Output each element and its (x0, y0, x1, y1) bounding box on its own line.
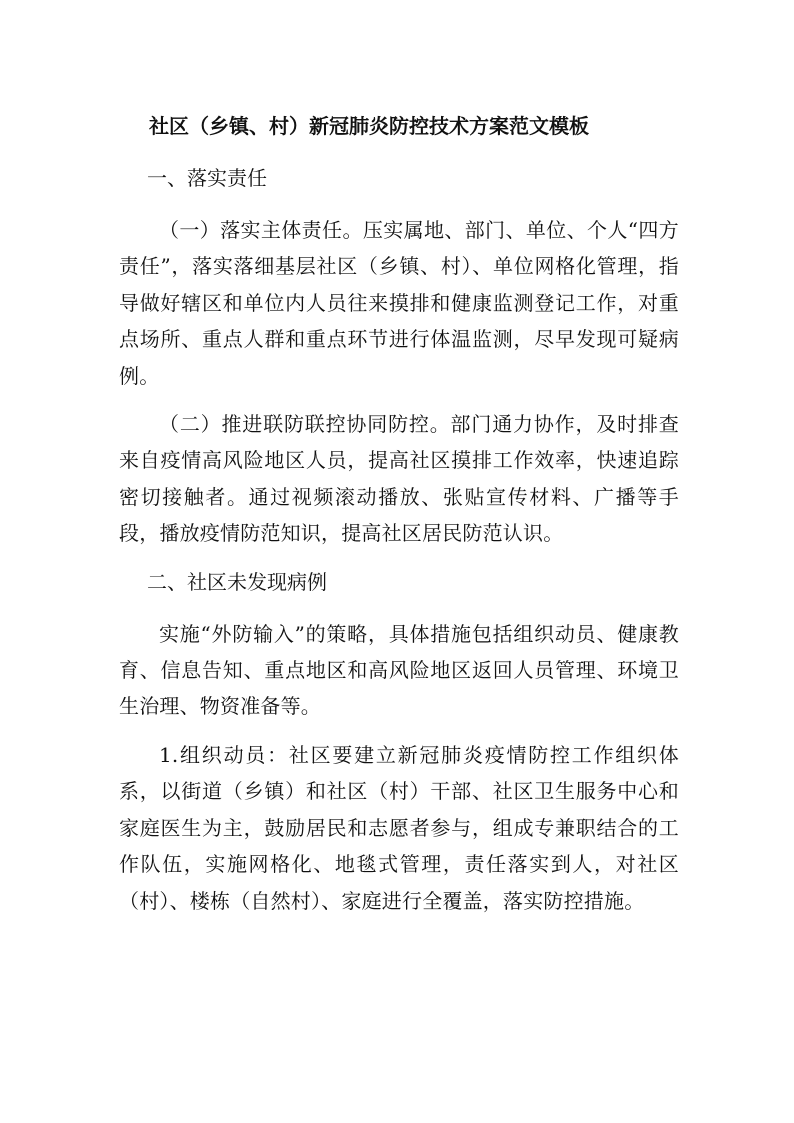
paragraph-organize-mobilize: 1.组织动员：社区要建立新冠肺炎疫情防控工作组织体系，以街道（乡镇）和社区（村）干部、社区卫生服务中心和家庭医生为主，鼓励居民和志愿者参与，组成专兼职结合的工作队伍，实施网格化、地毯式管理，责任落实到人，对社区（村）、楼栋（自然村）、家庭进行全覆盖，落实防控措施。 (119, 742, 679, 913)
paragraph-joint-prevention: （二）推进联防联控协同防控。部门通力协作，及时排查来自疫情高风险地区人员，提高社区摸排工作效率，快速追踪密切接触者。通过视频滚动播放、张贴宣传材料、广播等手段，播放疫情防范知识，提高社区居民防范认识。 (119, 412, 679, 546)
section-heading-no-cases: 二、社区未发现病例 (147, 569, 327, 594)
paragraph-main-responsibility: （一）落实主体责任。压实属地、部门、单位、个人“四方责任”，落实落细基层社区（乡镇、村）、单位网格化管理，指导做好辖区和单位内人员往来摸排和健康监测登记工作，对重点场所、重点人群和重点环节进行体温监测，尽早发现可疑病例。 (119, 218, 679, 388)
paragraph-strategy: 实施“外防输入”的策略，具体措施包括组织动员、健康教育、信息告知、重点地区和高风险地区返回人员管理、环境卫生治理、物资准备等。 (119, 621, 679, 719)
document-title: 社区（乡镇、村）新冠肺炎防控技术方案范文模板 (149, 114, 589, 138)
document-body (119, 108, 679, 919)
section-heading-implement-responsibility: 一、落实责任 (147, 166, 267, 190)
